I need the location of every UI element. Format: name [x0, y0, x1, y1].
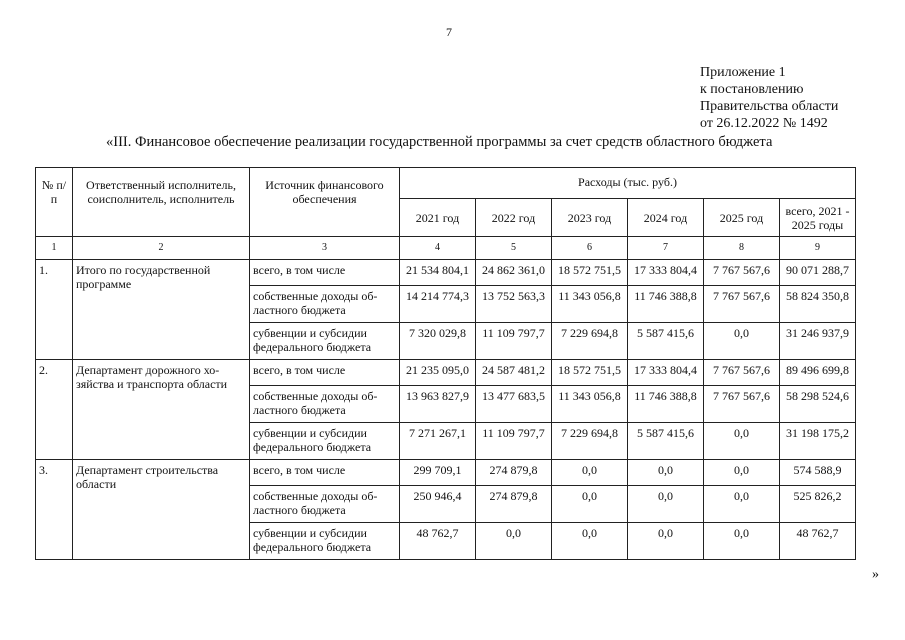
year-value-cell: 0,0 [552, 523, 628, 560]
header-num: № п/п [36, 168, 73, 237]
year-value-cell: 11 343 056,8 [552, 286, 628, 323]
row-number: 1. [36, 260, 73, 360]
appendix-line-2: к постановлению [700, 82, 804, 97]
appendix-block [700, 64, 838, 132]
year-value-cell: 14 214 774,3 [400, 286, 476, 323]
closing-quote-mark: » [872, 567, 879, 582]
funding-source-cell: собственные доходы об-ластного бюджета [250, 386, 400, 423]
total-value-cell: 525 826,2 [780, 486, 856, 523]
total-value-cell: 31 198 175,2 [780, 423, 856, 460]
year-value-cell: 7 767 567,6 [704, 360, 780, 386]
year-value-cell: 0,0 [704, 523, 780, 560]
column-number-row [36, 237, 856, 260]
year-value-cell: 21 534 804,1 [400, 260, 476, 286]
year-value-cell: 0,0 [704, 460, 780, 486]
year-value-cell: 11 343 056,8 [552, 386, 628, 423]
year-value-cell: 5 587 415,6 [628, 323, 704, 360]
year-value-cell: 13 752 563,3 [476, 286, 552, 323]
header-year-2021: 2021 год [400, 199, 476, 237]
total-value-cell: 574 588,9 [780, 460, 856, 486]
row-number: 2. [36, 360, 73, 460]
table-row [36, 460, 856, 486]
year-value-cell: 13 963 827,9 [400, 386, 476, 423]
total-value-cell: 31 246 937,9 [780, 323, 856, 360]
total-value-cell: 90 071 288,7 [780, 260, 856, 286]
executor-cell: Департамент дорожного хо-зяйства и транспорта области [73, 360, 250, 460]
year-value-cell: 18 572 751,5 [552, 260, 628, 286]
year-value-cell: 0,0 [628, 460, 704, 486]
header-expenses: Расходы (тыс. руб.) [400, 168, 856, 199]
year-value-cell: 0,0 [628, 486, 704, 523]
column-number-cell: 9 [780, 237, 856, 260]
appendix-line-4: от 26.12.2022 № 1492 [700, 116, 828, 131]
financing-table [35, 167, 856, 560]
year-value-cell: 7 767 567,6 [704, 386, 780, 423]
header-source: Источник финансового обеспечения [250, 168, 400, 237]
column-number-cell: 2 [73, 237, 250, 260]
year-value-cell: 24 587 481,2 [476, 360, 552, 386]
year-value-cell: 274 879,8 [476, 486, 552, 523]
total-value-cell: 89 496 699,8 [780, 360, 856, 386]
funding-source-cell: собственные доходы об-ластного бюджета [250, 286, 400, 323]
row-number: 3. [36, 460, 73, 560]
year-value-cell: 250 946,4 [400, 486, 476, 523]
table-body [36, 168, 856, 560]
year-value-cell: 7 767 567,6 [704, 286, 780, 323]
column-number-cell: 6 [552, 237, 628, 260]
column-number-cell: 7 [628, 237, 704, 260]
year-value-cell: 0,0 [552, 486, 628, 523]
year-value-cell: 7 271 267,1 [400, 423, 476, 460]
year-value-cell: 21 235 095,0 [400, 360, 476, 386]
executor-cell: Департамент строительства области [73, 460, 250, 560]
year-value-cell: 11 109 797,7 [476, 323, 552, 360]
funding-source-cell: субвенции и субсидии федерального бюджета [250, 423, 400, 460]
appendix-line-1: Приложение 1 [700, 65, 786, 80]
header-year-total: всего, 2021 - 2025 годы [780, 199, 856, 237]
executor-cell: Итого по государственной программе [73, 260, 250, 360]
year-value-cell: 274 879,8 [476, 460, 552, 486]
funding-source-cell: субвенции и субсидии федерального бюджета [250, 323, 400, 360]
page-number: 7 [446, 25, 452, 39]
funding-source-cell: всего, в том числе [250, 460, 400, 486]
year-value-cell: 5 587 415,6 [628, 423, 704, 460]
appendix-line-3: Правительства области [700, 99, 839, 114]
year-value-cell: 0,0 [476, 523, 552, 560]
year-value-cell: 7 320 029,8 [400, 323, 476, 360]
year-value-cell: 0,0 [704, 486, 780, 523]
year-value-cell: 7 229 694,8 [552, 323, 628, 360]
year-value-cell: 0,0 [704, 423, 780, 460]
column-number-cell: 4 [400, 237, 476, 260]
year-value-cell: 17 333 804,4 [628, 260, 704, 286]
year-value-cell: 0,0 [704, 323, 780, 360]
funding-source-cell: всего, в том числе [250, 260, 400, 286]
year-value-cell: 11 746 388,8 [628, 386, 704, 423]
year-value-cell: 299 709,1 [400, 460, 476, 486]
header-year-2024: 2024 год [628, 199, 704, 237]
year-value-cell: 18 572 751,5 [552, 360, 628, 386]
year-value-cell: 7 767 567,6 [704, 260, 780, 286]
year-value-cell: 11 109 797,7 [476, 423, 552, 460]
header-executor: Ответственный исполнитель, соисполнитель, исполнитель [73, 168, 250, 237]
year-value-cell: 48 762,7 [400, 523, 476, 560]
table-row [36, 260, 856, 286]
header-year-2023: 2023 год [552, 199, 628, 237]
header-year-2022: 2022 год [476, 199, 552, 237]
column-number-cell: 5 [476, 237, 552, 260]
year-value-cell: 11 746 388,8 [628, 286, 704, 323]
column-number-cell: 1 [36, 237, 73, 260]
column-number-cell: 3 [250, 237, 400, 260]
total-value-cell: 48 762,7 [780, 523, 856, 560]
year-value-cell: 13 477 683,5 [476, 386, 552, 423]
year-value-cell: 0,0 [552, 460, 628, 486]
year-value-cell: 17 333 804,4 [628, 360, 704, 386]
column-number-cell: 8 [704, 237, 780, 260]
table-row [36, 360, 856, 386]
year-value-cell: 24 862 361,0 [476, 260, 552, 286]
year-value-cell: 0,0 [628, 523, 704, 560]
header-year-2025: 2025 год [704, 199, 780, 237]
year-value-cell: 7 229 694,8 [552, 423, 628, 460]
total-value-cell: 58 824 350,8 [780, 286, 856, 323]
funding-source-cell: всего, в том числе [250, 360, 400, 386]
section-heading: «III. Финансовое обеспечение реализации государственной программы за счет средств областного бюджета [106, 134, 773, 150]
funding-source-cell: собственные доходы об-ластного бюджета [250, 486, 400, 523]
total-value-cell: 58 298 524,6 [780, 386, 856, 423]
funding-source-cell: субвенции и субсидии федерального бюджета [250, 523, 400, 560]
